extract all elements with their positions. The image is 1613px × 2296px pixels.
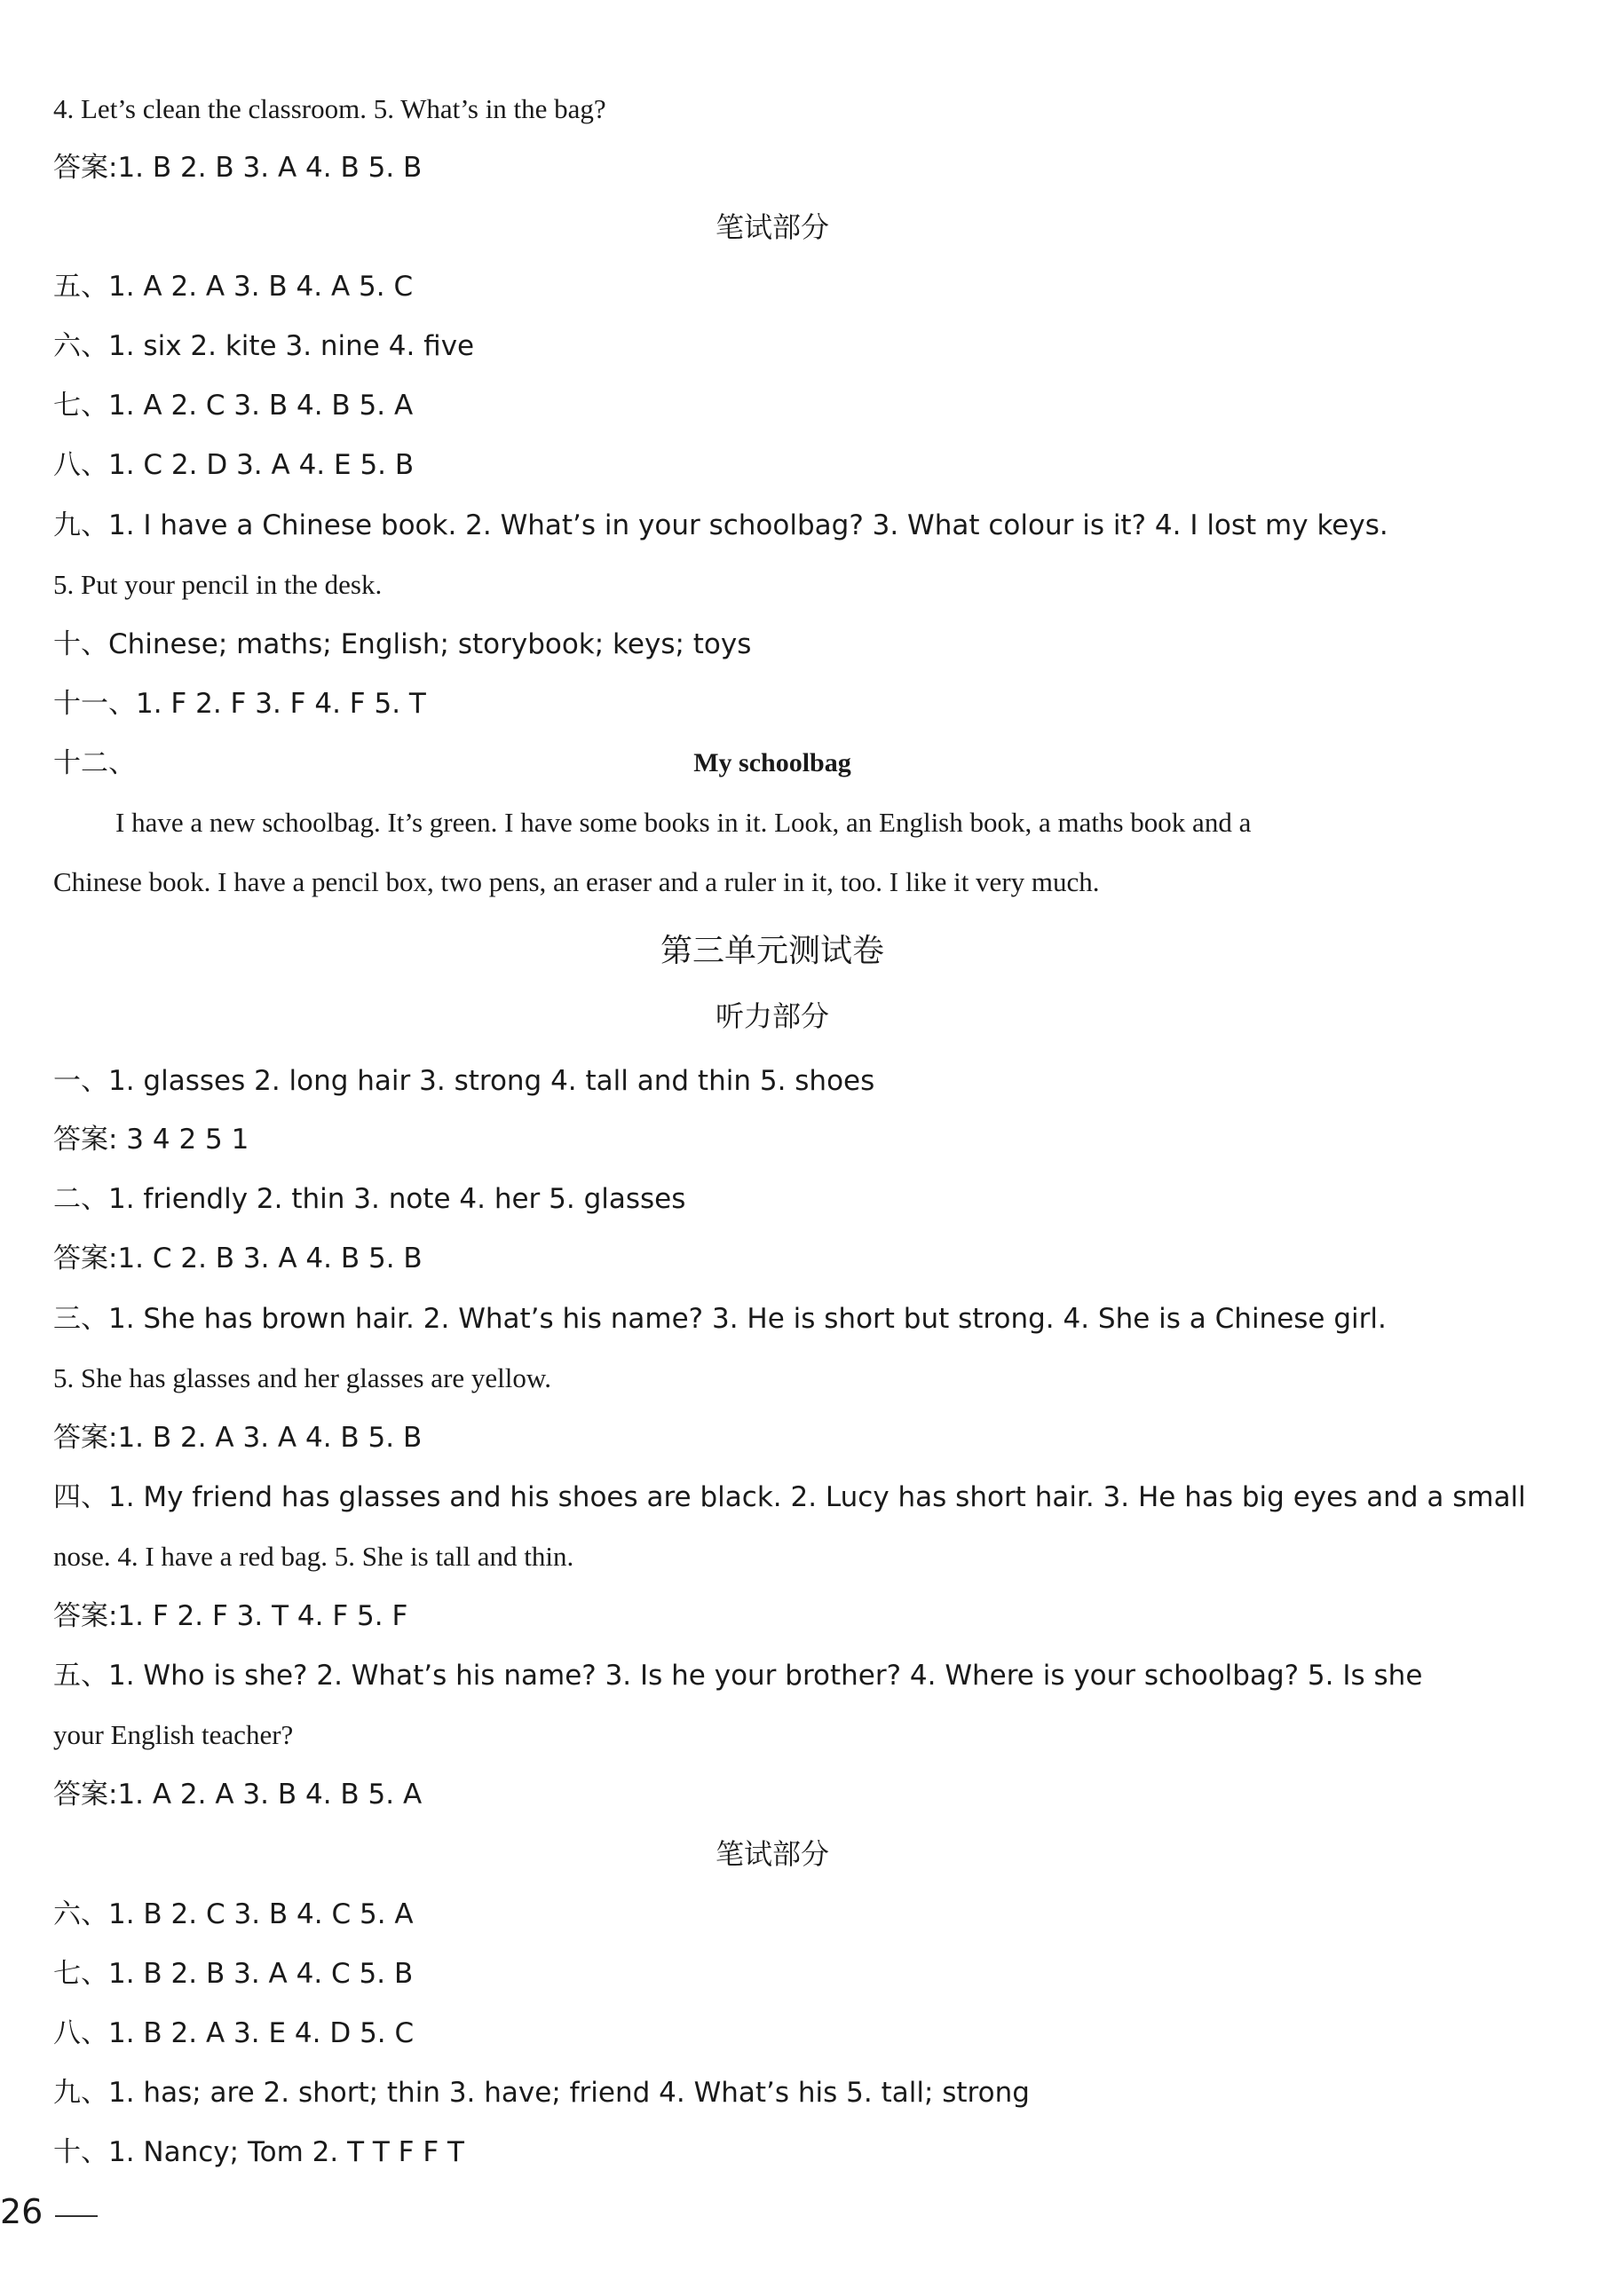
answer-line: 答案:1. A 2. A 3. B 4. B 5. A [53,1779,423,1811]
essay-text: Chinese book. I have a pencil box, two pens, an eraser and a ruler in it, too. I like it very much. [53,866,1100,897]
section-heading-written: 笔试部分 [715,210,829,244]
essay-text: I have a new schoolbag. It’s green. I have some books in it. Look, an English book, a maths book and a [115,807,1252,838]
answer-line: 答案:1. F 2. F 3. T 4. F 5. F [53,1600,408,1632]
answer-line: your English teacher? [53,1719,294,1750]
answer-line: 十一、1. F 2. F 3. F 4. F 5. T [53,688,426,720]
answer-line: 十二、 [53,747,136,779]
answer-line: 答案: 3 4 2 5 1 [53,1124,249,1156]
answer-line: 5. Put your pencil in the desk. [53,569,383,600]
answer-line: 五、1. A 2. A 3. B 4. A 5. C [53,271,414,303]
answer-line: 九、1. has; are 2. short; thin 3. have; friend 4. What’s his 5. tall; strong [53,2077,1030,2109]
answer-line: 七、1. A 2. C 3. B 4. B 5. A [53,390,414,422]
answer-line: 一、1. glasses 2. long hair 3. strong 4. tall and thin 5. shoes [53,1065,875,1097]
section-heading-listening: 听力部分 [715,999,829,1033]
footer-rule [55,2215,98,2217]
essay-title: My schoolbag [693,748,851,777]
answer-line: 八、1. B 2. A 3. E 4. D 5. C [53,2017,415,2049]
answer-line: nose. 4. I have a red bag. 5. She is tall and thin. [53,1541,574,1572]
answer-line: 答案:1. B 2. B 3. A 4. B 5. B [53,152,423,184]
section-heading-written: 笔试部分 [715,1837,829,1871]
answer-line: 五、1. Who is she? 2. What’s his name? 3. Is he your brother? 4. Where is your schoolbag? 5. Is she [53,1660,1423,1692]
answer-line: 答案:1. C 2. B 3. A 4. B 5. B [53,1243,423,1274]
answer-line: 六、1. B 2. C 3. B 4. C 5. A [53,1898,414,1930]
answer-line: 四、1. My friend has glasses and his shoes are black. 2. Lucy has short hair. 3. He has big eyes and a small [53,1481,1526,1513]
answer-line: 八、1. C 2. D 3. A 4. E 5. B [53,449,415,481]
answer-line: 九、1. I have a Chinese book. 2. What’s in your schoolbag? 3. What colour is it? 4. I lost my keys. [53,509,1388,541]
answer-line: 5. She has glasses and her glasses are yellow. [53,1362,552,1393]
answer-line: 七、1. B 2. B 3. A 4. C 5. B [53,1958,414,1990]
page-number: 26 [0,2192,43,2231]
answer-line: 十、1. Nancy; Tom 2. T T F F T [53,2136,464,2168]
answer-line: 二、1. friendly 2. thin 3. note 4. her 5. glasses [53,1183,686,1215]
answer-line: 三、1. She has brown hair. 2. What’s his name? 3. He is short but strong. 4. She is a Chinese girl. [53,1303,1387,1335]
answer-line: 十、Chinese; maths; English; storybook; keys; toys [53,628,752,660]
answer-line: 六、1. six 2. kite 3. nine 4. five [53,330,475,362]
answer-line: 4. Let’s clean the classroom. 5. What’s in the bag? [53,93,606,124]
unit-test-title: 第三单元测试卷 [660,933,884,969]
answer-line: 答案:1. B 2. A 3. A 4. B 5. B [53,1422,423,1454]
